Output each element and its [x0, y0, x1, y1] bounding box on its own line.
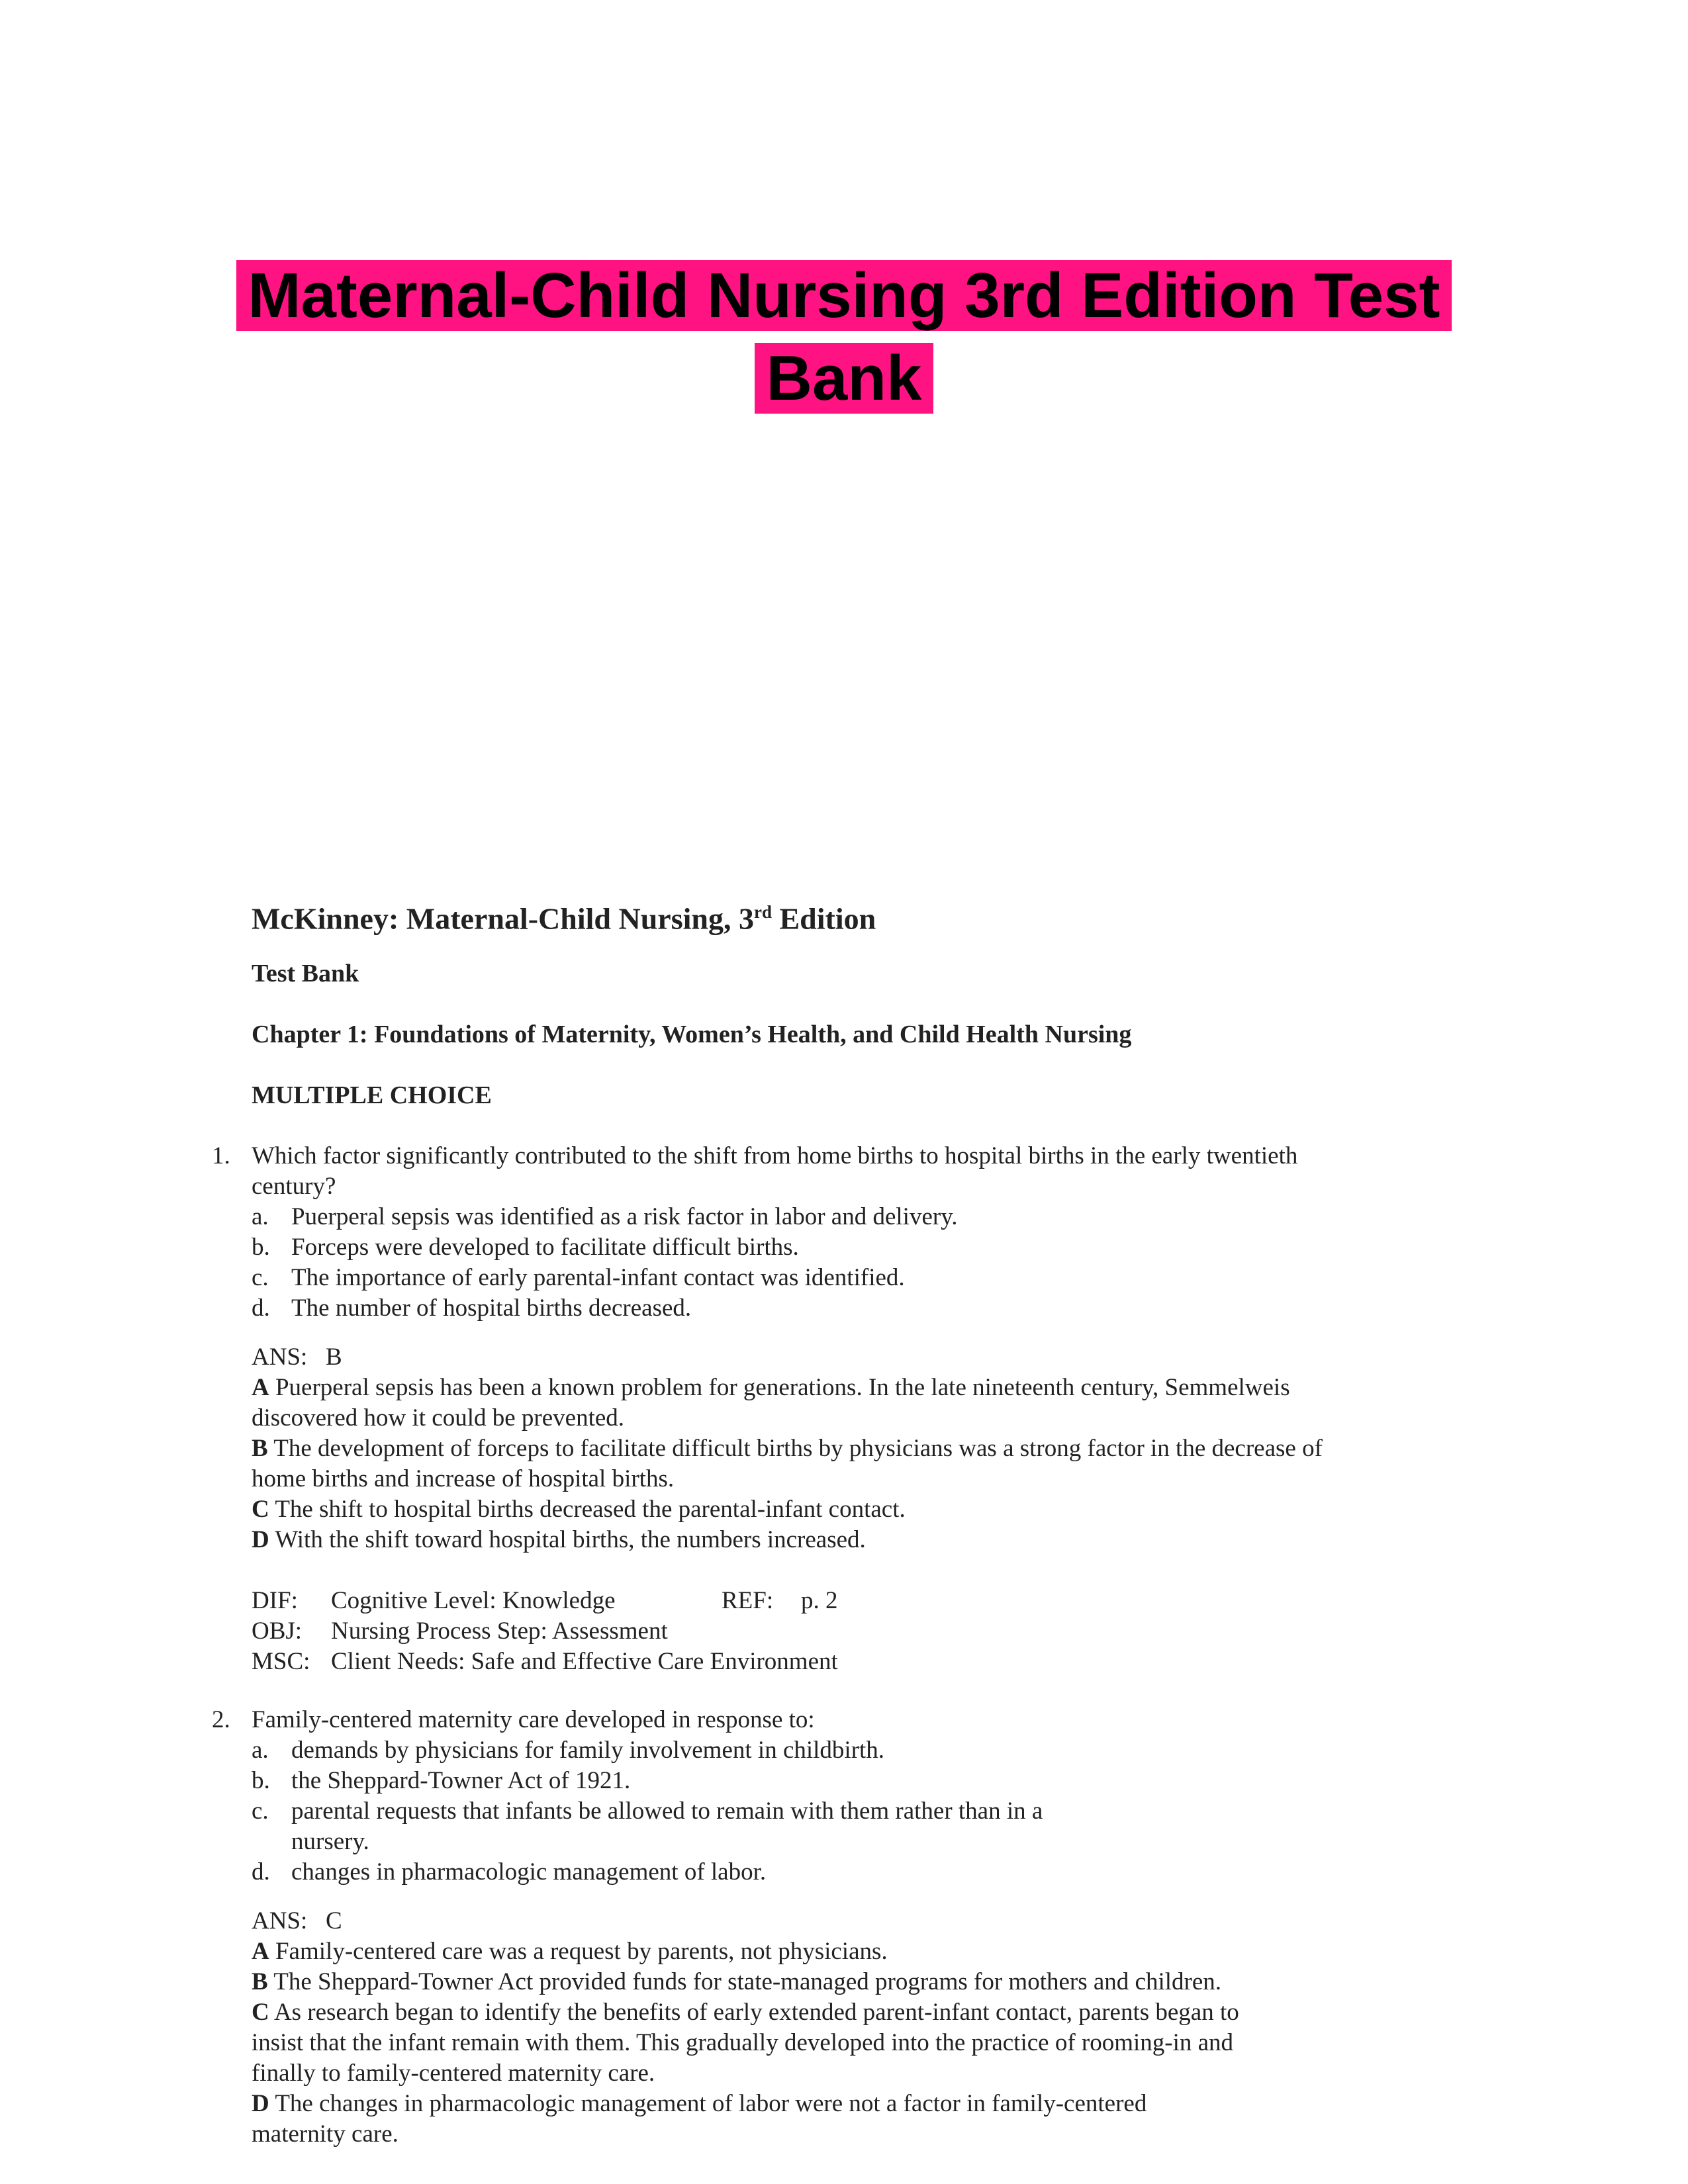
rationale-letter: B: [252, 1968, 268, 1996]
question-1: [212, 1141, 1337, 1324]
dif-value: Cognitive Level: Knowledge: [331, 1587, 616, 1615]
msc-value: Client Needs: Safe and Effective Care Environment: [331, 1648, 838, 1676]
rationale: [252, 1936, 1244, 1967]
ref-label: REF:: [722, 1587, 774, 1615]
answer-option: [252, 1857, 1337, 1888]
rationale: [252, 1967, 1244, 1997]
book-title-superscript: rd: [753, 902, 772, 922]
answer-option: [252, 1232, 1337, 1263]
book-title-suffix: Edition: [771, 901, 876, 936]
answer-block: [252, 1342, 1337, 1555]
rationale-letter: A: [252, 1938, 269, 1966]
question-body: [252, 1141, 1337, 1324]
option-text: changes in pharmacologic management of labor.: [291, 1858, 767, 1886]
rationale-text: Puerperal sepsis has been a known problem for generations. In the late nineteenth century, Semmelweis discovered how it could be prevented.: [252, 1374, 1290, 1432]
question-body: [252, 1705, 1337, 1888]
rationale-letter: C: [252, 1496, 269, 1524]
rationale-letter: D: [252, 1526, 269, 1554]
answer-key: ANS: C: [252, 1907, 342, 1935]
answer-option: [252, 1263, 1337, 1293]
chapter-heading: Chapter 1: Foundations of Maternity, Women’s Health, and Child Health Nursing: [252, 1021, 1132, 1049]
rationale: [252, 2089, 1244, 2150]
rationale-text: The development of forceps to facilitate difficult births by physicians was a strong factor in the decrease of home births and increase of hospital births.: [252, 1435, 1323, 1493]
option-text: the Sheppard-Towner Act of 1921.: [291, 1767, 631, 1795]
option-text: Forceps were developed to facilitate difficult births.: [291, 1234, 799, 1261]
option-letter: c.: [252, 1264, 269, 1292]
metadata-row-obj: [252, 1616, 1337, 1647]
option-text: The number of hospital births decreased.: [291, 1295, 692, 1322]
metadata-row-dif: [252, 1586, 1337, 1616]
book-title: [252, 893, 1337, 937]
answer-option: [252, 1735, 1337, 1766]
question-number: 1.: [212, 1142, 230, 1170]
question-metadata: [252, 1586, 1337, 1677]
question-2: [212, 1705, 1337, 1888]
book-title-text: McKinney: Maternal-Child Nursing, 3: [252, 901, 754, 936]
question-stem: Which factor significantly contributed to the shift from home births to hospital births in the early twentieth century?: [252, 1142, 1298, 1201]
title-highlight: Maternal-Child Nursing 3rd Edition Test Bank: [236, 260, 1452, 414]
rationale-letter: A: [252, 1374, 269, 1402]
answer-option: [252, 1293, 1337, 1324]
rationale-letter: C: [252, 1999, 269, 2026]
option-letter: d.: [252, 1295, 270, 1322]
subtitle: Test Bank: [252, 960, 359, 988]
rationale-text: As research began to identify the benefits of early extended parent-infant contact, parents began to insist that the infant remain with them. This gradually developed into the practice of rooming-in and finally to family-centered maternity care.: [252, 1999, 1239, 2087]
section-heading: MULTIPLE CHOICE: [252, 1081, 492, 1110]
rationale-text: The Sheppard-Towner Act provided funds for state-managed programs for mothers and children.: [267, 1968, 1222, 1996]
option-letter: b.: [252, 1234, 270, 1261]
option-letter: d.: [252, 1858, 270, 1886]
answer-block: [252, 1906, 1244, 2150]
rationale: [252, 1525, 1337, 1555]
rationale-text: Family-centered care was a request by parents, not physicians.: [269, 1938, 888, 1966]
option-letter: a.: [252, 1203, 269, 1231]
rationale: [252, 1373, 1337, 1433]
rationale-text: With the shift toward hospital births, the numbers increased.: [269, 1526, 866, 1554]
rationale-text: The shift to hospital births decreased the parental-infant contact.: [269, 1496, 906, 1524]
question-number: 2.: [212, 1706, 230, 1734]
rationale: [252, 1494, 1337, 1525]
answer-key: ANS: B: [252, 1343, 342, 1371]
answer-option: [252, 1796, 1337, 1857]
option-text: Puerperal sepsis was identified as a risk factor in labor and delivery.: [291, 1203, 958, 1231]
obj-value: Nursing Process Step: Assessment: [331, 1617, 668, 1645]
answer-option: [252, 1202, 1337, 1232]
dif-label: DIF:: [252, 1587, 298, 1615]
rationale-text: The changes in pharmacologic management of labor were not a factor in family-centered maternity care.: [252, 2090, 1147, 2148]
answer-option: [252, 1766, 1337, 1796]
document-body: [212, 893, 1337, 2180]
rationale: [252, 1997, 1244, 2089]
msc-label: MSC:: [252, 1648, 310, 1676]
obj-label: OBJ:: [252, 1617, 303, 1645]
option-text: parental requests that infants be allowed to remain with them rather than in a nursery.: [291, 1797, 1043, 1856]
option-letter: c.: [252, 1797, 269, 1825]
option-text: The importance of early parental-infant contact was identified.: [291, 1264, 905, 1292]
document-title: [232, 254, 1456, 420]
rationale-letter: B: [252, 1435, 268, 1463]
ref-value: p. 2: [801, 1587, 838, 1615]
question-stem: Family-centered maternity care developed in response to:: [252, 1706, 815, 1734]
rationale-letter: D: [252, 2090, 269, 2118]
metadata-row-msc: [252, 1647, 1337, 1677]
option-letter: b.: [252, 1767, 270, 1795]
option-letter: a.: [252, 1737, 269, 1764]
option-text: demands by physicians for family involvement in childbirth.: [291, 1737, 885, 1764]
rationale: [252, 1433, 1337, 1494]
